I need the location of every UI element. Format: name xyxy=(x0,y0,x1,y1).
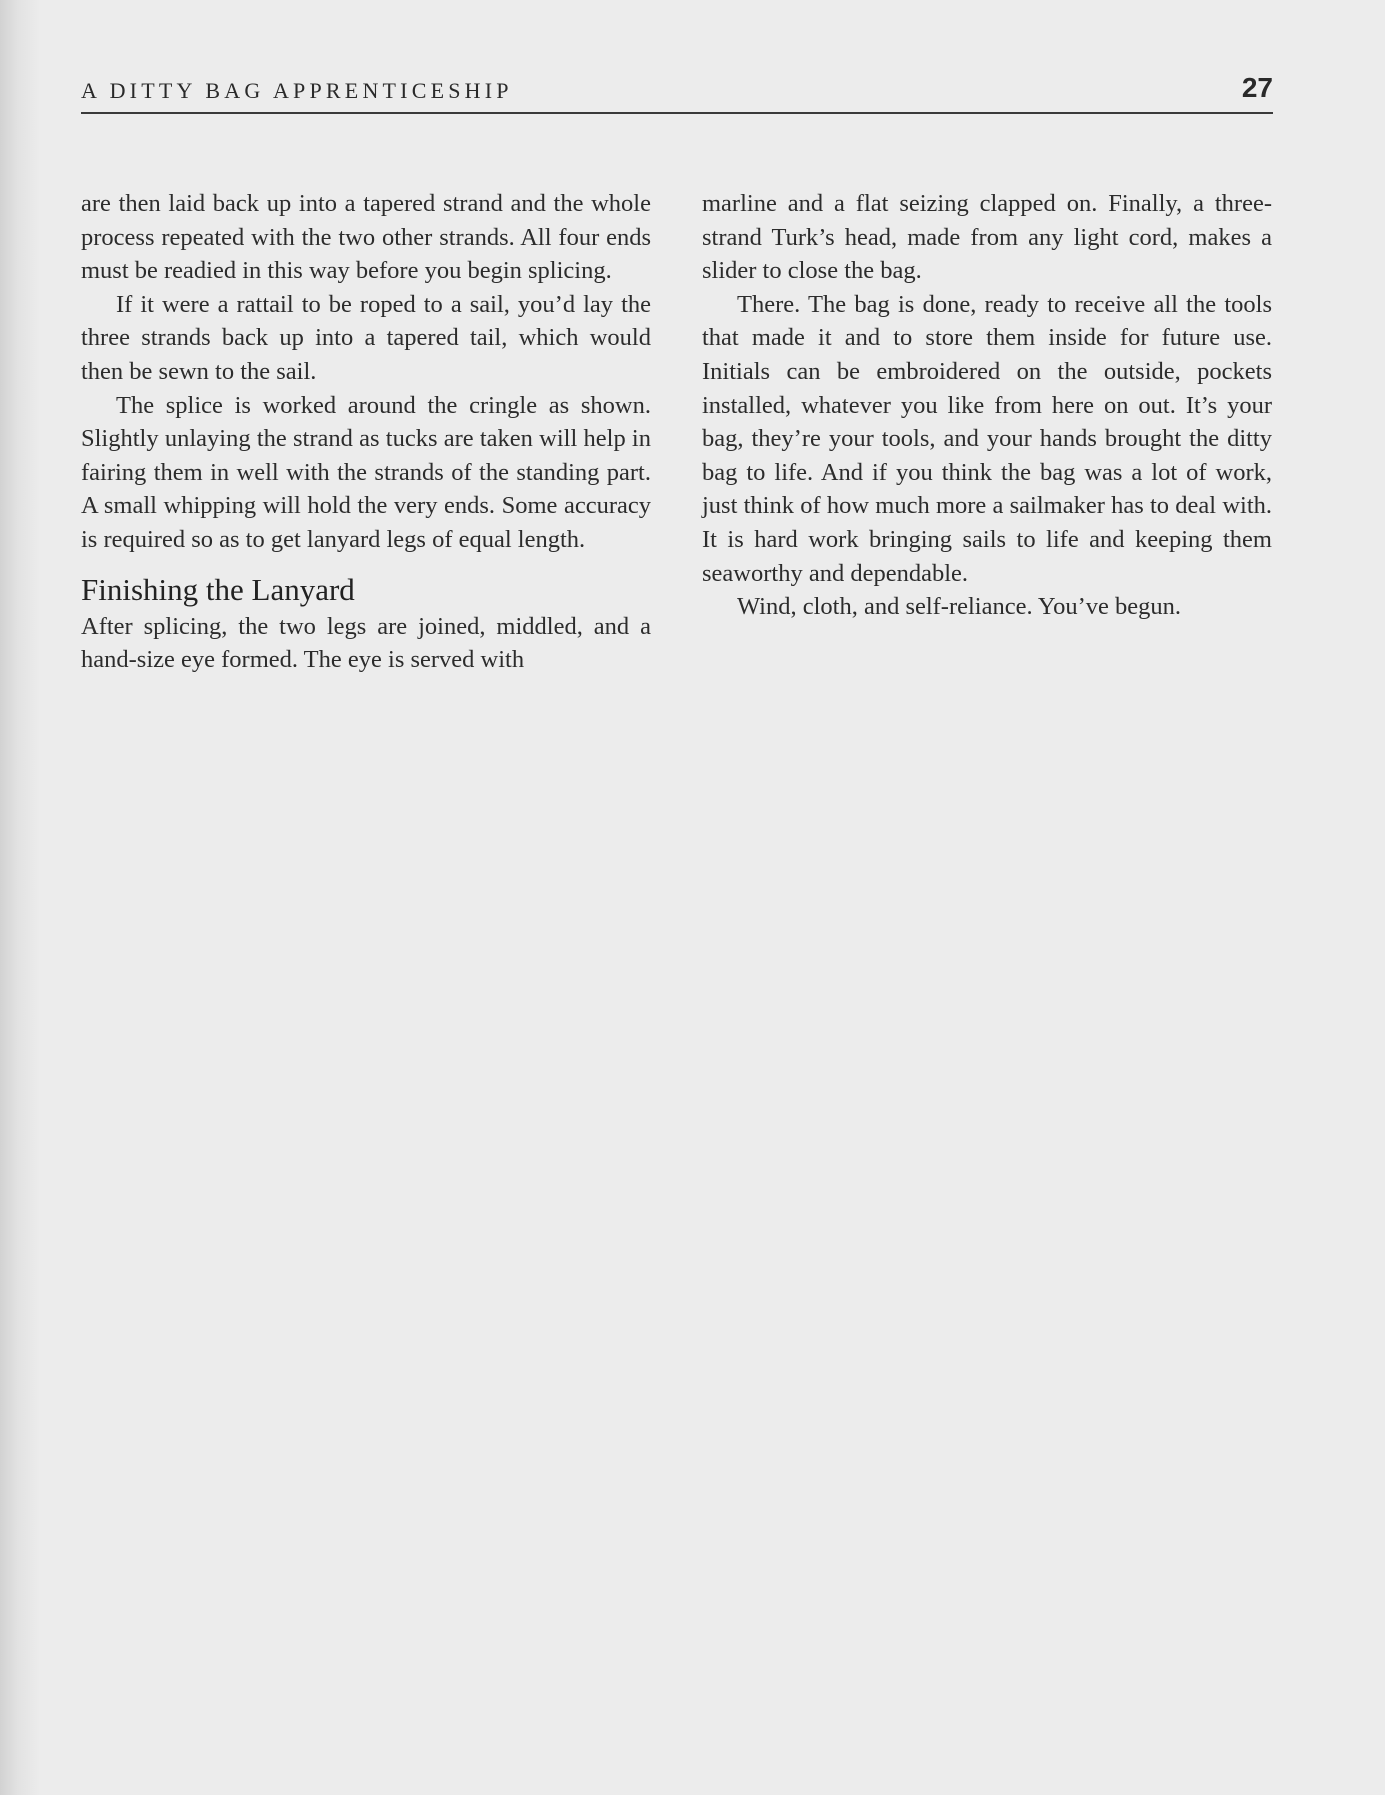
paragraph: are then laid back up into a tapered strand and the whole process repeated with the two other strands. All four ends must be readied in this way before you begin splicing. xyxy=(81,190,651,285)
paragraph: Wind, cloth, and self-reliance. You’ve begun. xyxy=(737,593,1181,621)
running-title: A DITTY BAG APPRENTICESHIP xyxy=(81,78,513,103)
paragraph: After splicing, the two legs are joined, middled, and a hand-size eye formed. The eye is served with xyxy=(81,612,651,674)
paragraph: The splice is worked around the cringle as shown. Slightly unlaying the strand as tucks are taken will help in fairing them in well with the strands of the standing part. A small whipping will hold the very ends. Some accuracy is required so as to get lanyard legs of equal length. xyxy=(81,391,651,553)
section-heading: Finishing the Lanyard xyxy=(81,571,355,607)
paragraph: There. The bag is done, ready to receive all the tools that made it and to store them inside for future use. Initials can be embroidered on the outside, pockets installed, whatever you like from here on out. It’s your bag, they’re your tools, and your hands brought the ditty bag to life. And if you think the bag was a lot of work, just think of how much more a sailmaker has to deal with. It is hard work bringing sails to life and keeping them seaworthy and dependable. xyxy=(702,290,1272,587)
page-edge-shadow xyxy=(0,0,40,1795)
paragraph: If it were a rattail to be roped to a sail, you’d lay the three strands back up into a tapered tail, which would then be sewn to the sail. xyxy=(81,290,651,385)
header-rule xyxy=(81,112,1273,114)
paragraph: marline and a flat seizing clapped on. Finally, a three-strand Turk’s head, made from any light cord, makes a slider to close the bag. xyxy=(702,190,1272,285)
running-header xyxy=(81,74,1273,114)
left-column xyxy=(81,187,651,677)
right-column xyxy=(702,187,1272,624)
page-number: 27 xyxy=(1241,72,1273,103)
